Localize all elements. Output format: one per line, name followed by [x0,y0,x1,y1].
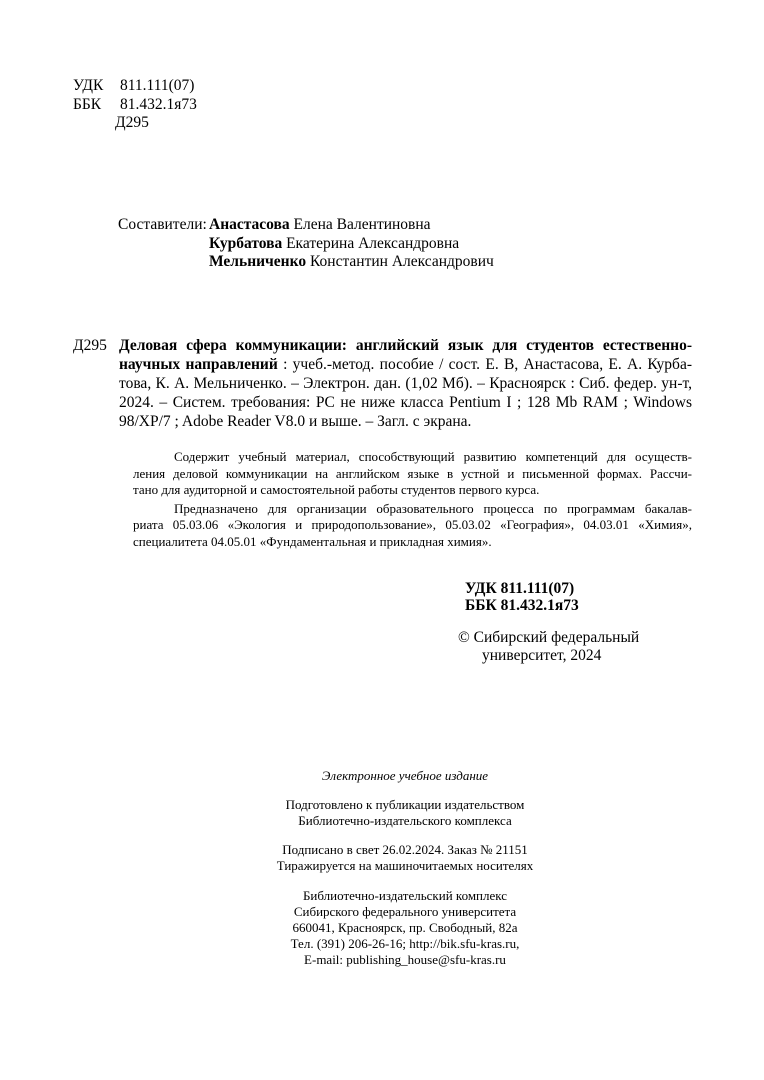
compiler-2 [209,234,459,253]
udk-value: 811.111(07) [120,77,195,94]
annotation [133,449,692,550]
compiler-2-name: Екатерина Александровна [286,235,460,252]
annotation-p1-line-3: тано для аудиторной и самостоятельной работы студентов первого курса. [133,482,540,497]
edition-type: Электронное учебное издание [321,768,489,783]
biblio-line-1: Деловая сфера коммуникации: английский язык для студентов естественно- [119,337,692,354]
biblio-line-2 [119,355,692,374]
prepared-line-1: Подготовлено к публикации издательством [285,797,525,812]
udk-code-bottom: УДК 811.111(07) [465,580,575,597]
author-mark-top: Д295 [115,114,149,131]
annotation-p2-line-1: Предназначено для организации образовательного процесса по программам бакалав- [174,500,692,516]
bibliographic-author-mark: Д295 [73,337,107,354]
copyright-line-2: университет, 2024 [482,647,602,664]
biblio-line-3: това, К. А. Мельниченко. – Электрон. дан. (1,02 Мб). – Красноярск : Сиб. федер. ун-т, [119,375,692,392]
compiler-1-name: Елена Валентиновна [293,216,431,233]
publisher-address: 660041, Красноярск, пр. Свободный, 82а [292,920,518,935]
bbk-code-top [73,95,197,114]
publisher-line-1: Библиотечно-издательский комплекс [302,888,508,903]
publisher-phone-website: Тел. (391) 206-26-16; http://bik.sfu-kras.ru, [290,936,520,951]
biblio-line-2-rest: : учеб.-метод. пособие / сост. Е. В, Анастасова, Е. А. Курба- [277,356,692,373]
copies-line: Тиражируется на машиночитаемых носителях [276,858,534,873]
copyright-line-1: © Сибирский федеральный [458,629,640,646]
annotation-p2-line-3: специалитета 04.05.01 «Фундаментальная и прикладная химия». [133,533,492,549]
bbk-value: 81.432.1я73 [120,96,197,113]
annotation-p1-line-2: ления деловой коммуникации на английском языке в устной и письменной формах. Рассчи- [133,465,692,481]
biblio-line-4: 2024. – Систем. требования: PC не ниже класса Pentium I ; 128 Mb RAM ; Windows [119,394,692,411]
bbk-label: ББК [73,96,102,113]
biblio-line-5: 98/XP/7 ; Adobe Reader V8.0 и выше. – Загл. с экрана. [119,413,472,430]
signed-line: Подписано в свет 26.02.2024. Заказ № 21151 [282,842,528,857]
compiler-2-surname: Курбатова [209,235,283,252]
udk-code-top [73,76,194,95]
compiler-3-name: Константин Александрович [309,253,494,270]
bbk-code-bottom: ББК 81.432.1я73 [465,597,579,614]
biblio-title-end: научных направлений [119,356,278,373]
prepared-line-2: Библиотечно-издательского комплекса [298,813,512,828]
publisher-email: E-mail: publishing_house@sfu-kras.ru [304,952,506,967]
compiler-3 [209,252,494,271]
udk-label: УДК [73,77,104,94]
bibliographic-entry [119,336,692,431]
compilers-label: Составители: [118,216,207,233]
compiler-1 [209,215,431,234]
publisher-line-2: Сибирского федерального университета [293,904,517,919]
compiler-3-surname: Мельниченко [209,253,307,270]
annotation-p1-line-1: Содержит учебный материал, способствующий развитию компетенций для осуществ- [174,449,692,464]
compiler-1-surname: Анастасова [209,216,290,233]
annotation-p2-line-2: риата 05.03.06 «Экология и природопользование», 05.03.02 «География», 04.03.01 «Химия», [133,517,692,532]
